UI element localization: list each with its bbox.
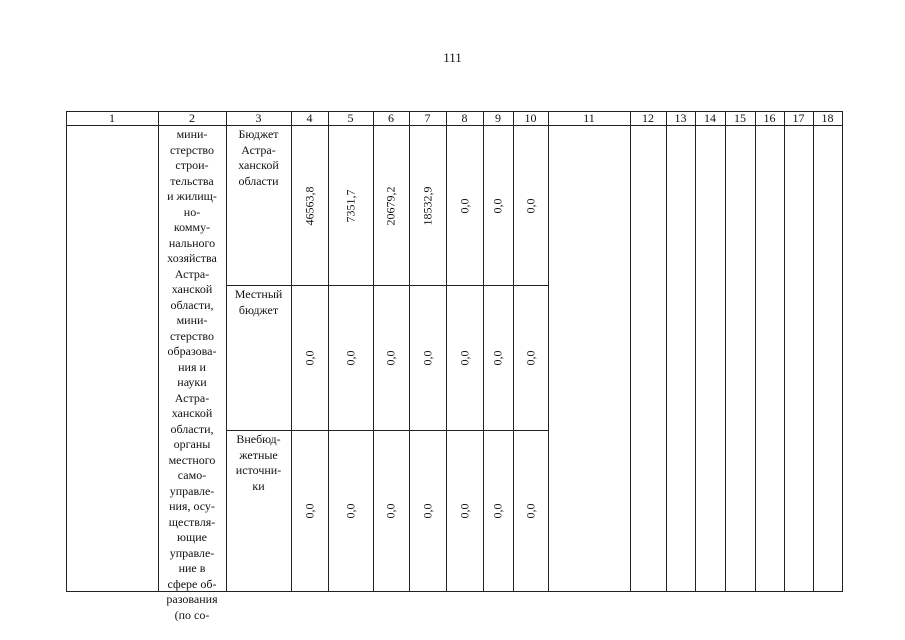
text-line: жетные xyxy=(239,447,278,462)
text-line: науки xyxy=(177,375,207,389)
text-line: источни- xyxy=(235,463,282,477)
text-line: хозяйства xyxy=(167,251,217,265)
column-header-4: 4 xyxy=(306,111,313,125)
text-line: комму- xyxy=(173,220,211,234)
text-line: ния и xyxy=(178,359,206,374)
column-header-1: 1 xyxy=(109,111,115,125)
text-line: (по со- xyxy=(174,607,210,622)
value-extrabudgetary-col4: 0,0 xyxy=(302,503,316,519)
column-header-12: 12 xyxy=(642,111,654,125)
text-line: местного xyxy=(168,452,216,467)
value-local-col10: 0,0 xyxy=(523,350,537,366)
text-line: само- xyxy=(177,468,207,482)
column-header-15: 15 xyxy=(734,111,746,125)
text-line: ханской xyxy=(171,282,213,296)
value-local-col9: 0,0 xyxy=(490,350,505,366)
text-line: и жилищ- xyxy=(167,189,217,203)
value-regional-col8: 0,0 xyxy=(457,198,471,214)
column-header-13: 13 xyxy=(674,111,687,125)
text-line: сфере об- xyxy=(167,576,217,591)
column-header-2: 2 xyxy=(189,111,195,125)
value-local-col8: 0,0 xyxy=(457,350,471,366)
value-regional-col4: 46563,8 xyxy=(302,186,316,226)
text-line: нального xyxy=(168,235,216,250)
text-line: ществля- xyxy=(168,514,216,529)
text-line: Астра- xyxy=(174,390,210,405)
column-header-18: 18 xyxy=(821,111,834,125)
text-line: ющие xyxy=(177,530,207,544)
text-line: разования xyxy=(166,592,218,606)
value-extrabudgetary-col7: 0,0 xyxy=(420,503,434,519)
text-line: ние в xyxy=(178,561,206,575)
text-line: управле- xyxy=(169,545,215,560)
value-regional-col10: 0,0 xyxy=(523,198,537,214)
column-header-17: 17 xyxy=(792,111,805,125)
value-regional-col9: 0,0 xyxy=(490,198,505,214)
text-line: строи- xyxy=(175,158,209,172)
text-line: но- xyxy=(183,204,201,219)
value-extrabudgetary-col10: 0,0 xyxy=(523,503,537,519)
text-line: Астра- xyxy=(241,142,276,157)
text-line: стерство xyxy=(169,142,215,157)
text-line: образова- xyxy=(167,344,217,358)
text-line: стерство xyxy=(169,328,215,343)
value-extrabudgetary-col8: 0,0 xyxy=(457,503,471,519)
value-regional-col5: 7351,7 xyxy=(343,189,357,223)
column-header-10: 10 xyxy=(524,111,537,125)
value-regional-col6: 20679,2 xyxy=(383,186,398,226)
value-extrabudgetary-col9: 0,0 xyxy=(490,503,505,519)
text-line: Бюджет xyxy=(238,127,279,141)
text-line: области xyxy=(238,173,279,188)
text-line: Внебюд- xyxy=(236,432,281,446)
column-header-8: 8 xyxy=(461,111,468,125)
text-line: Местный xyxy=(234,287,283,301)
source-label-local-budget xyxy=(226,287,291,318)
text-line: бюджет xyxy=(238,302,279,317)
text-line: ния, осу- xyxy=(169,499,215,513)
value-regional-col7: 18532,9 xyxy=(420,186,434,226)
value-extrabudgetary-col6: 0,0 xyxy=(383,503,398,519)
column-header-9: 9 xyxy=(495,111,501,125)
text-line: ханской xyxy=(238,158,279,172)
text-line: области, xyxy=(170,297,214,312)
column-header-7: 7 xyxy=(424,111,431,125)
page-number: 111 xyxy=(443,50,462,65)
text-line: мини- xyxy=(176,127,208,141)
value-local-col7: 0,0 xyxy=(420,350,434,366)
source-label-regional-budget xyxy=(226,127,291,189)
value-local-col5: 0,0 xyxy=(343,350,357,366)
column-header-5: 5 xyxy=(347,111,354,125)
text-line: мини- xyxy=(176,313,208,327)
column-header-14: 14 xyxy=(704,111,716,125)
executor-cell xyxy=(158,127,226,623)
text-line: тельства xyxy=(170,173,214,188)
text-line: Астра- xyxy=(174,266,210,281)
value-local-col6: 0,0 xyxy=(383,350,398,366)
text-line: области, xyxy=(170,421,214,436)
text-line: ханской xyxy=(171,406,213,420)
source-label-extrabudgetary xyxy=(226,432,291,494)
column-header-11: 11 xyxy=(583,111,595,125)
column-header-3: 3 xyxy=(255,111,262,125)
text-line: ки xyxy=(252,478,265,493)
value-extrabudgetary-col5: 0,0 xyxy=(343,503,357,519)
text-line: органы xyxy=(173,437,211,451)
column-header-16: 16 xyxy=(763,111,776,125)
text-line: управле- xyxy=(169,483,215,498)
value-local-col4: 0,0 xyxy=(302,350,316,366)
column-header-6: 6 xyxy=(388,111,394,125)
